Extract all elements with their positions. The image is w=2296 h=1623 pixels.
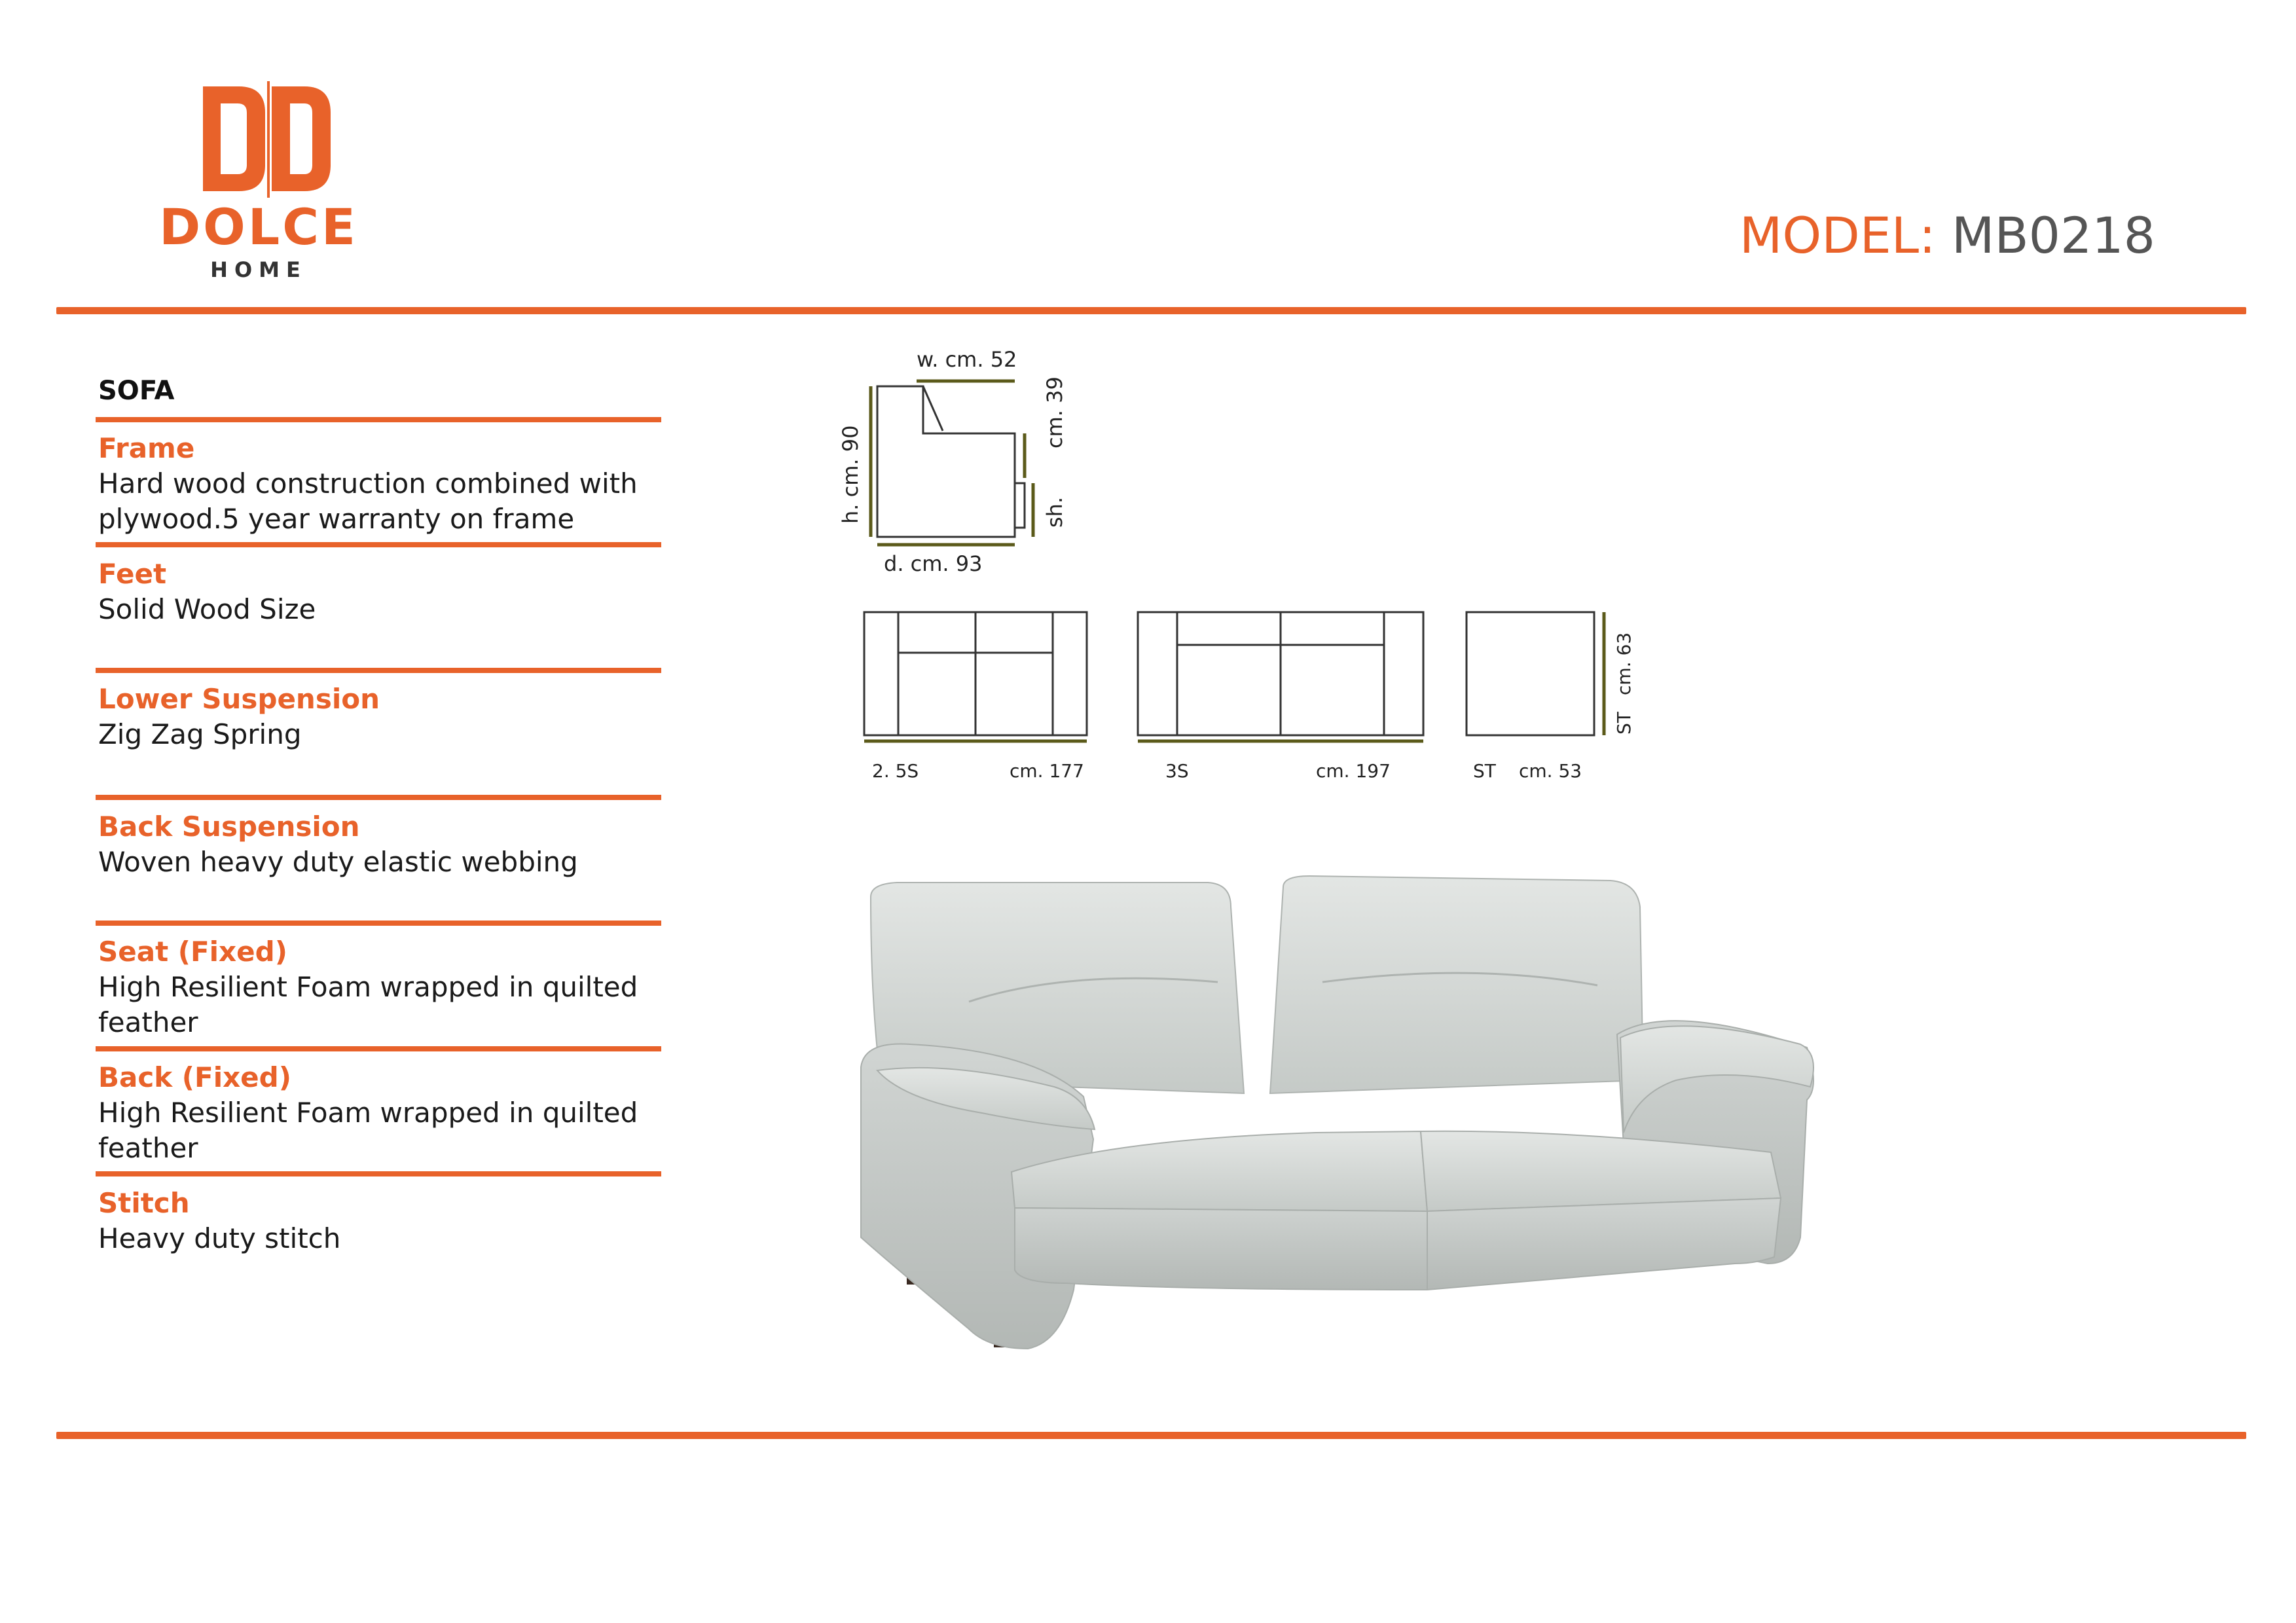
spec-text-back: High Resilient Foam wrapped in quilted feather (98, 1097, 638, 1164)
unit-size-2-5s: cm. 177 (1010, 760, 1084, 782)
unit-code-st: ST (1473, 760, 1496, 782)
spec-divider (96, 417, 661, 422)
unit-code-2-5s: 2. 5S (872, 760, 919, 782)
height-label: h. cm. 90 (838, 425, 863, 524)
spec-divider (96, 921, 661, 926)
spec-heading-back: Back (Fixed) (98, 1061, 291, 1093)
spec-text-lower-suspension: Zig Zag Spring (98, 718, 302, 750)
model-label: MODEL: (1739, 206, 1936, 264)
spec-heading-lower-suspension: Lower Suspension (98, 683, 380, 715)
spec-divider (96, 1171, 661, 1176)
model-title (1740, 206, 2155, 264)
unit-plan-3s (1138, 612, 1423, 735)
brand-subname: HOME (210, 257, 307, 282)
width-label: w. cm. 52 (917, 347, 1017, 372)
unit-plan-2-5s (864, 612, 1087, 735)
spec-heading-stitch: Stitch (98, 1187, 190, 1219)
spec-text-frame: Hard wood construction combined with plywood.5 year warranty on frame (98, 467, 638, 535)
spec-heading-feet: Feet (98, 558, 167, 590)
model-number: MB0218 (1951, 206, 2155, 264)
unit-size-st: cm. 53 (1519, 760, 1582, 782)
product-type-heading: SOFA (98, 376, 175, 406)
spec-divider (96, 668, 661, 673)
sofa-product-image (851, 871, 1820, 1375)
spec-divider (96, 795, 661, 800)
header-divider (56, 307, 2246, 314)
seat-height-label: sh. (1042, 496, 1067, 528)
spec-text-back-suspension: Woven heavy duty elastic webbing (98, 846, 578, 878)
spec-heading-frame: Frame (98, 432, 195, 464)
unit-code-3s: 3S (1165, 760, 1189, 782)
spec-text-feet: Solid Wood Size (98, 593, 316, 625)
dimension-diagram (825, 334, 1676, 805)
st-side-label: ST (1613, 712, 1635, 735)
st-side-value: cm. 63 (1613, 632, 1635, 695)
depth-label: d. cm. 93 (884, 551, 983, 576)
spec-text-seat: High Resilient Foam wrapped in quilted feather (98, 971, 638, 1038)
arm-height-label: cm. 39 (1042, 376, 1067, 448)
unit-size-3s: cm. 197 (1316, 760, 1391, 782)
spec-heading-seat: Seat (Fixed) (98, 936, 287, 968)
spec-text-stitch: Heavy duty stitch (98, 1222, 341, 1254)
spec-divider (96, 542, 661, 547)
spec-heading-back-suspension: Back Suspension (98, 811, 360, 843)
unit-plan-st (1467, 612, 1594, 735)
footer-divider (56, 1432, 2246, 1439)
brand-name: DOLCE (159, 198, 358, 256)
spec-divider (96, 1046, 661, 1051)
